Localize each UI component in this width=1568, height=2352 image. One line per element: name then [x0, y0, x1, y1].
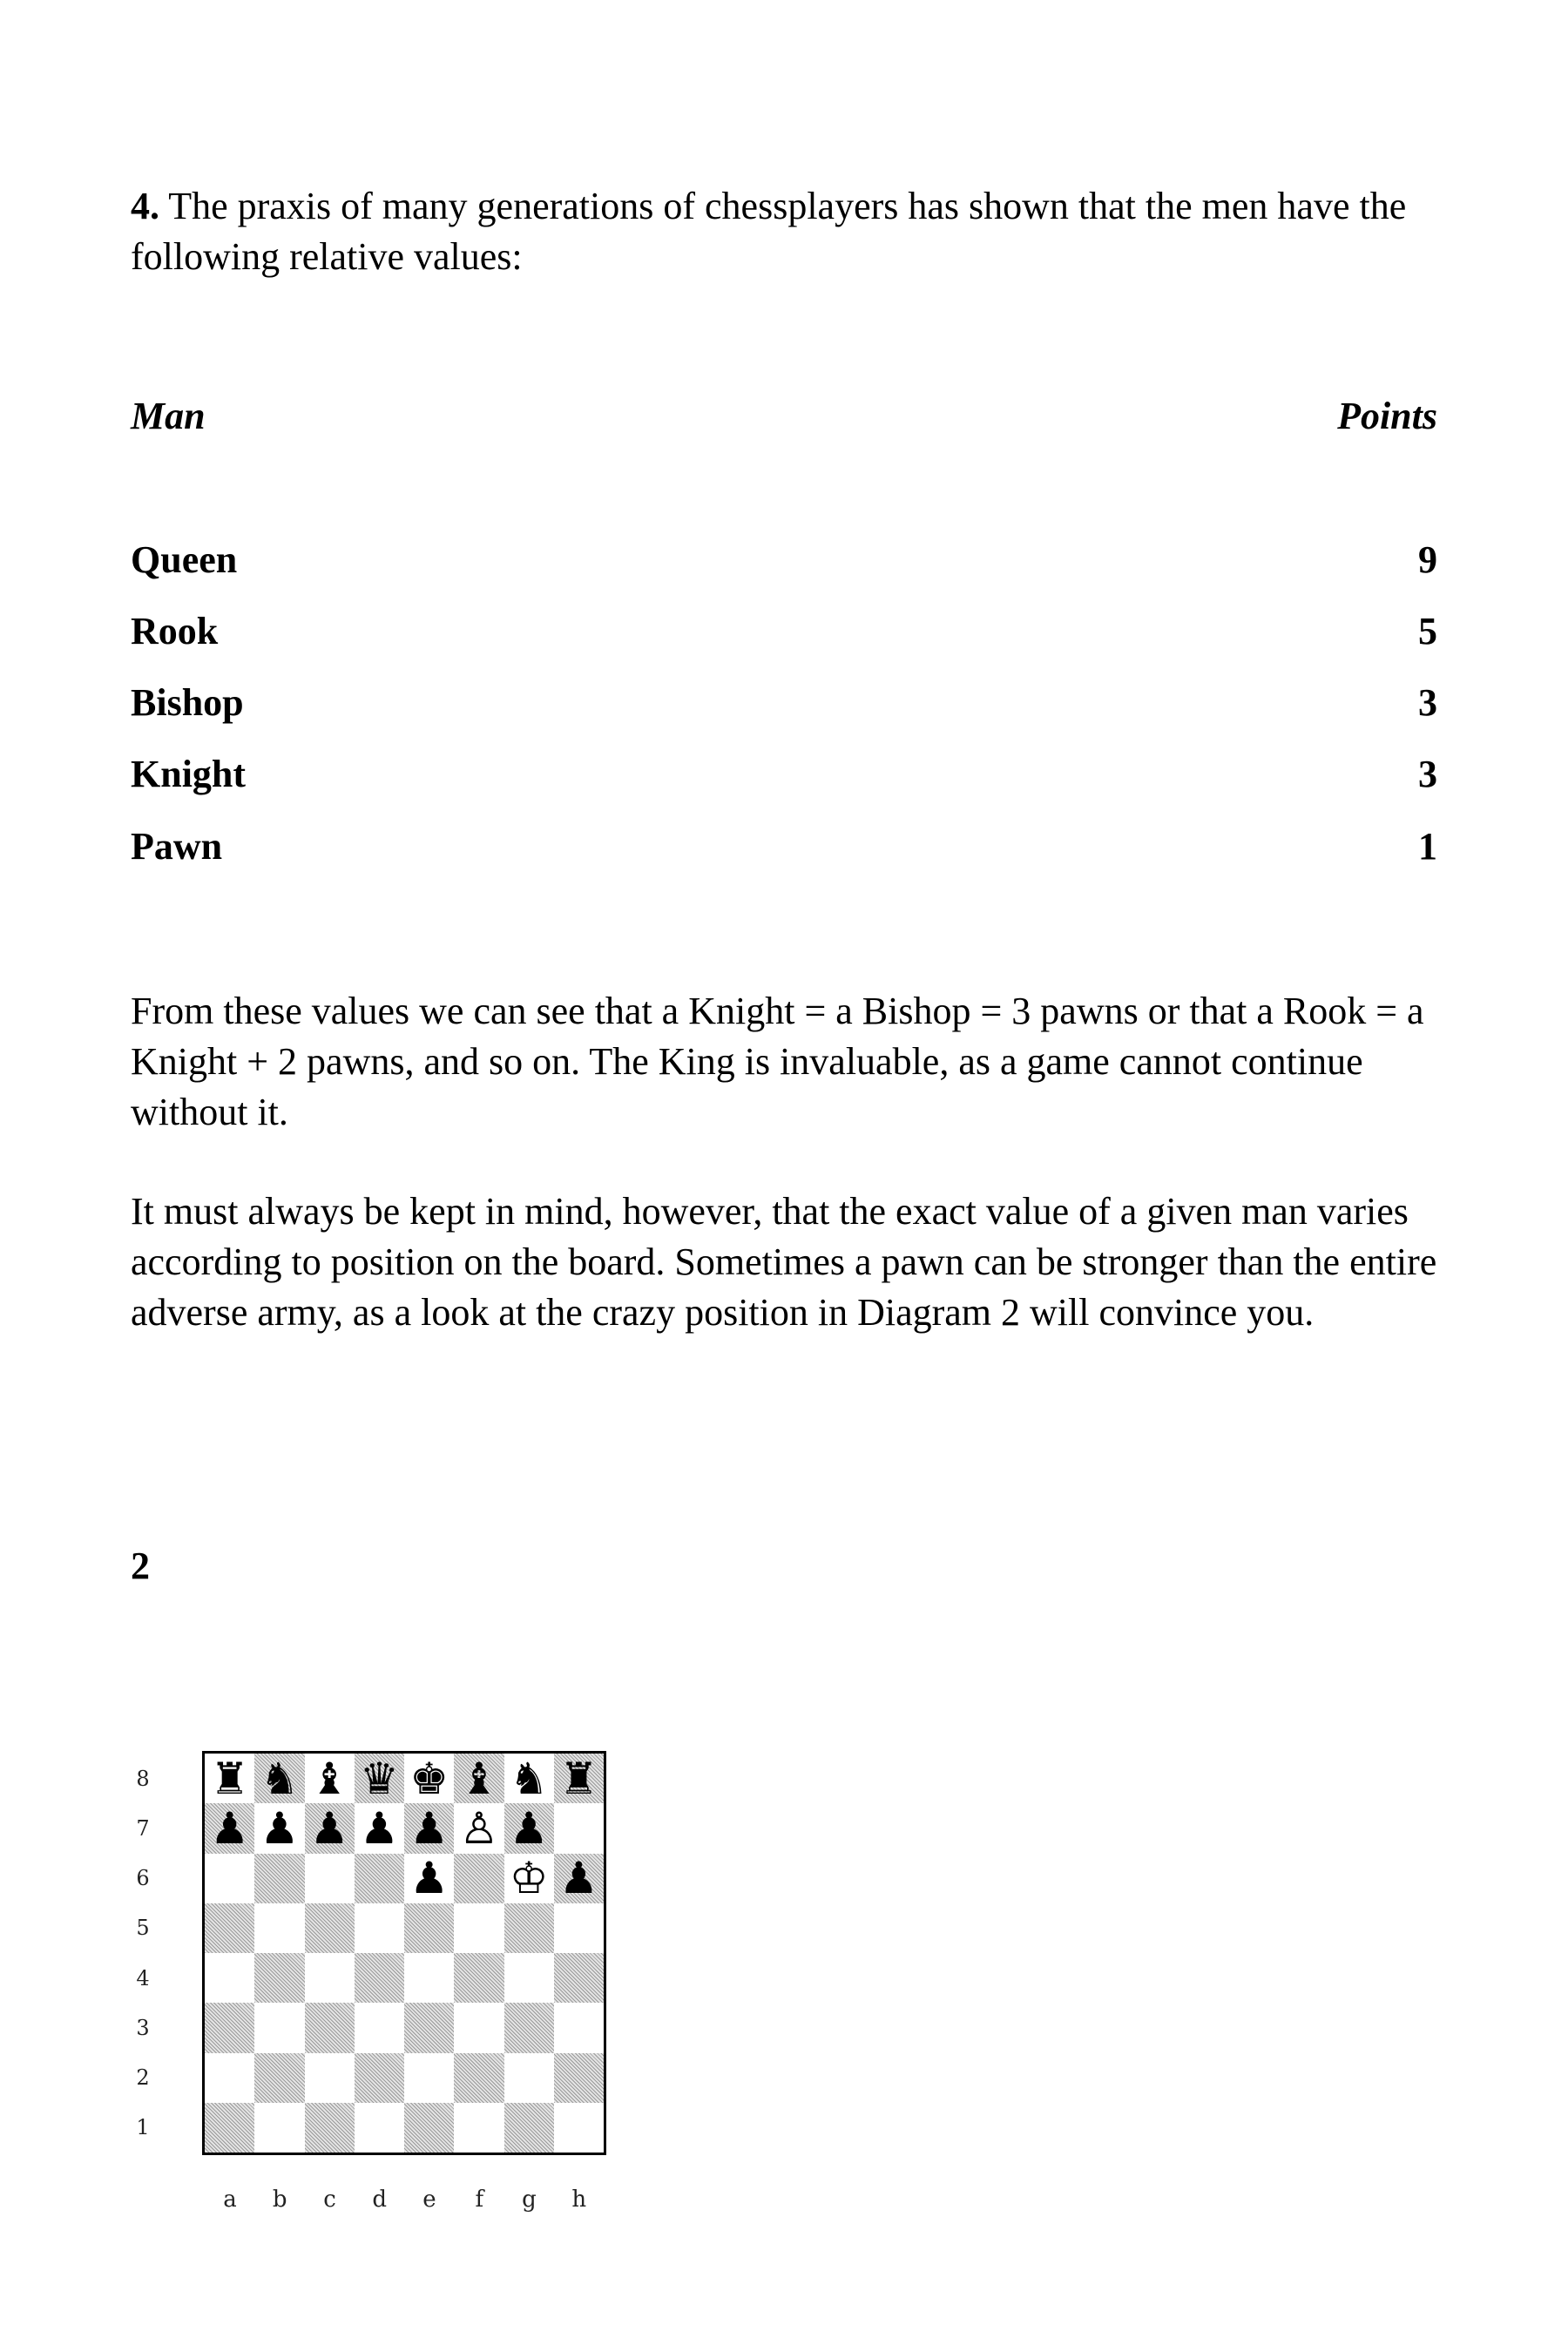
- board-square: [355, 2003, 404, 2052]
- file-label: d: [372, 2186, 388, 2213]
- board-square: [404, 2003, 454, 2052]
- board-square: [305, 1953, 355, 2003]
- board-square: [254, 2103, 304, 2153]
- chess-piece-icon: ♝: [459, 1754, 499, 1803]
- intro-text: The praxis of many generations of chessplayers has shown that the men have the following relative values:: [131, 185, 1407, 278]
- board-square: [404, 2053, 454, 2103]
- board-square: [205, 2103, 254, 2153]
- chess-piece-icon: ♟: [359, 1803, 399, 1853]
- rank-label: 8: [136, 1766, 150, 1791]
- chess-piece-icon: ♝: [309, 1754, 349, 1803]
- file-label: a: [223, 2186, 237, 2213]
- paragraph-position: It must always be kept in mind, however, that the exact value of a given man varies according to position on the board. Sometimes a pawn can be stronger than the entire adverse army, as a look at the crazy position in Diagram 2 will convince you.: [131, 1190, 1437, 1334]
- man-name: Pawn: [131, 825, 223, 868]
- man-points: 9: [1418, 538, 1437, 581]
- chess-piece-icon: ♟: [558, 1854, 598, 1903]
- rank-label: 6: [136, 1866, 150, 1891]
- board-square: [254, 1903, 304, 1953]
- board-square: [305, 1903, 355, 1953]
- man-points: 1: [1418, 825, 1437, 868]
- file-label: c: [323, 2186, 336, 2213]
- rank-label: 2: [136, 2065, 150, 2091]
- board-square: [554, 2053, 604, 2103]
- board-square: [554, 1953, 604, 2003]
- chess-piece-icon: ♟: [210, 1803, 250, 1853]
- file-label: b: [272, 2186, 287, 2213]
- board-square: [355, 1803, 404, 1853]
- intro-paragraph: [131, 181, 1437, 282]
- board-square: [554, 2103, 604, 2153]
- file-label: e: [422, 2186, 436, 2213]
- table-row: [131, 824, 1437, 876]
- rank-label: 7: [136, 1815, 150, 1841]
- board-square: [305, 1803, 355, 1853]
- board-square: [205, 1903, 254, 1953]
- man-points: 3: [1418, 681, 1437, 724]
- man-points: 3: [1418, 753, 1437, 795]
- chess-piece-icon: ♜: [210, 1754, 250, 1803]
- board-square: [554, 1803, 604, 1853]
- chess-piece-icon: ♟: [509, 1803, 549, 1853]
- board-square: [305, 1754, 355, 1803]
- board-square: [355, 1903, 404, 1953]
- board-square: [404, 2103, 454, 2153]
- board-square: [404, 1953, 454, 2003]
- diagram-number: 2: [131, 1544, 150, 1587]
- board-square: [504, 1754, 554, 1803]
- board-square: [205, 1803, 254, 1853]
- table-row: [131, 609, 1437, 661]
- rank-label: 1: [136, 2115, 150, 2140]
- chess-piece-icon: ♟: [260, 1803, 300, 1853]
- chess-piece-icon: ♞: [509, 1754, 549, 1803]
- board-square: [355, 1854, 404, 1903]
- board-square: [504, 1903, 554, 1953]
- board-square: [504, 2103, 554, 2153]
- board-square: [404, 1803, 454, 1853]
- board-square: [205, 2003, 254, 2052]
- table-header-man: Man: [131, 395, 206, 437]
- rank-label: 5: [136, 1916, 150, 1941]
- board-square: [355, 1953, 404, 2003]
- board-square: [504, 1953, 554, 2003]
- board-square: [504, 1803, 554, 1853]
- board-square: [254, 2053, 304, 2103]
- board-square: [504, 2003, 554, 2052]
- chess-piece-icon: ♞: [260, 1754, 300, 1803]
- board-square: [504, 2053, 554, 2103]
- file-label: g: [522, 2186, 537, 2213]
- board-square: [454, 1803, 504, 1853]
- board-square: [254, 2003, 304, 2052]
- table-header-points: Points: [1337, 395, 1437, 437]
- board-square: [305, 1854, 355, 1903]
- board-square: [404, 1903, 454, 1953]
- board-square: [355, 2053, 404, 2103]
- chess-piece-icon: ♙: [459, 1803, 499, 1853]
- man-points: 5: [1418, 610, 1437, 652]
- man-name: Knight: [131, 753, 247, 795]
- table-row: [131, 537, 1437, 590]
- board-square: [254, 1953, 304, 2003]
- man-name: Queen: [131, 538, 238, 581]
- paragraph-values: From these values we can see that a Knight = a Bishop = 3 pawns or that a Rook = a Knight + 2 pawns, and so on. The King is invaluable, as a game cannot continue without it.: [131, 990, 1424, 1133]
- board-square: [254, 1803, 304, 1853]
- board-square: [305, 2053, 355, 2103]
- board-square: [454, 2053, 504, 2103]
- file-label: f: [475, 2186, 484, 2213]
- board-square: [205, 1754, 254, 1803]
- chess-piece-icon: ♚: [409, 1754, 449, 1803]
- chess-piece-icon: ♔: [509, 1854, 549, 1903]
- board-square: [554, 1854, 604, 1903]
- board-square: [454, 2103, 504, 2153]
- board-square: [254, 1854, 304, 1903]
- section-number: 4.: [131, 185, 159, 227]
- board-square: [305, 2003, 355, 2052]
- board-square: [454, 2003, 504, 2052]
- chess-piece-icon: ♟: [409, 1854, 449, 1903]
- board-square: [454, 1854, 504, 1903]
- board-square: [404, 1754, 454, 1803]
- man-name: Bishop: [131, 681, 244, 724]
- board-square: [404, 1854, 454, 1903]
- chess-piece-icon: ♛: [359, 1754, 399, 1803]
- board-square: [554, 1754, 604, 1803]
- rank-label: 3: [136, 2015, 150, 2040]
- board-square: [205, 2053, 254, 2103]
- chess-piece-icon: ♜: [558, 1754, 598, 1803]
- chess-piece-icon: ♟: [309, 1803, 349, 1853]
- file-label: h: [571, 2186, 587, 2213]
- board-square: [504, 1854, 554, 1903]
- board-square: [454, 1754, 504, 1803]
- chess-piece-icon: ♟: [409, 1803, 449, 1853]
- board-square: [355, 1754, 404, 1803]
- rank-label: 4: [136, 1965, 150, 1990]
- board-square: [454, 1903, 504, 1953]
- board-square: [554, 1903, 604, 1953]
- board-square: [205, 1854, 254, 1903]
- board-square: [205, 1953, 254, 2003]
- man-name: Rook: [131, 610, 219, 652]
- board-square: [254, 1754, 304, 1803]
- board-square: [454, 1953, 504, 2003]
- table-row: [131, 680, 1437, 733]
- chess-board: [202, 1751, 606, 2155]
- board-square: [554, 2003, 604, 2052]
- board-square: [355, 2103, 404, 2153]
- board-square: [305, 2103, 355, 2153]
- table-row: [131, 752, 1437, 804]
